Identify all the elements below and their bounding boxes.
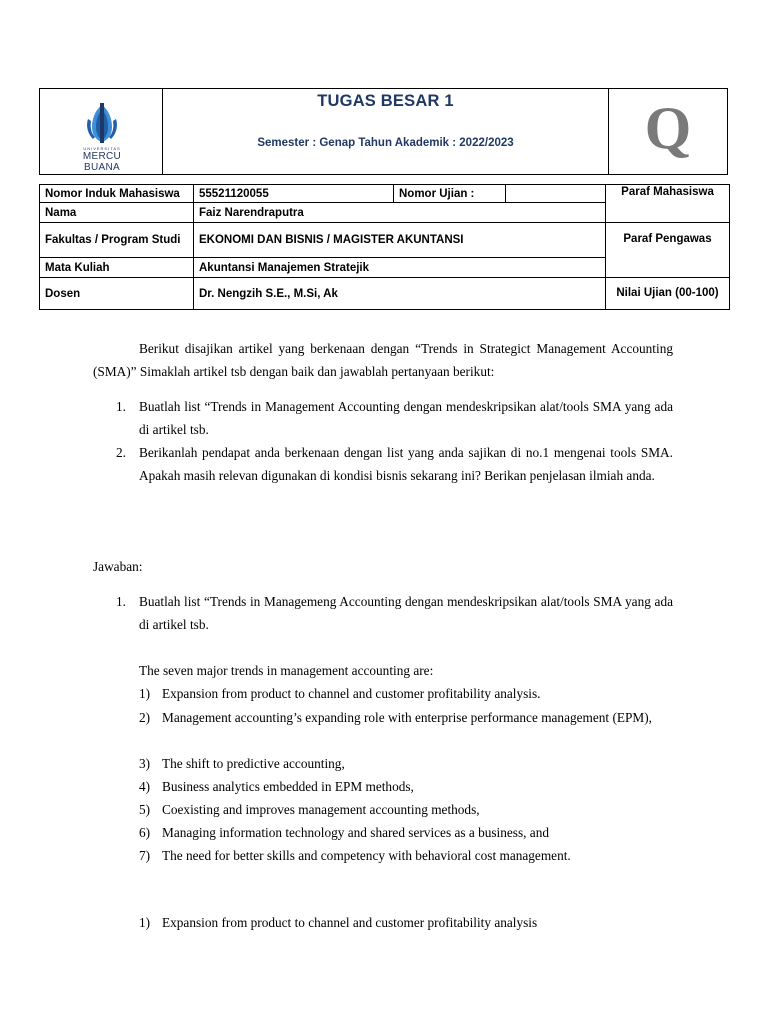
nim-value: 55521120055 <box>194 185 394 203</box>
list-item: Managing information technology and shared services as a business, and <box>162 825 549 840</box>
paraf-mahasiswa-label: Paraf Mahasiswa <box>606 185 730 223</box>
nim-label: Nomor Induk Mahasiswa <box>40 185 194 203</box>
list-item: The shift to predictive accounting, <box>162 756 345 771</box>
nama-value: Faiz Narendraputra <box>194 203 606 223</box>
answer-label: Jawaban: <box>93 559 143 574</box>
nama-label: Nama <box>40 203 194 223</box>
q-mark: Q <box>644 95 692 161</box>
list-item-number: 5) <box>139 802 151 817</box>
q-cell <box>609 89 727 174</box>
section-heading-number: 1) <box>139 915 151 930</box>
table-row <box>40 185 730 203</box>
title-cell <box>163 89 609 174</box>
fakultas-value: EKONOMI DAN BISNIS / MAGISTER AKUNTANSI <box>194 223 606 258</box>
logo-cell <box>40 89 163 174</box>
university-logo <box>64 97 140 173</box>
list-item: Expansion from product to channel and customer profitability analysis. <box>162 686 541 701</box>
list-item-number: 1) <box>139 686 151 701</box>
matkul-value: Akuntansi Manajemen Stratejik <box>194 258 606 278</box>
fakultas-label: Fakultas / Program Studi <box>40 223 194 258</box>
semester-info: Semester : Genap Tahun Akademik : 2022/2023 <box>257 137 514 149</box>
table-row <box>40 278 730 310</box>
table-row <box>40 223 730 258</box>
ujian-label: Nomor Ujian : <box>394 185 506 203</box>
answer-question-text: Buatlah list “Trends in Managemeng Accounting dengan mendeskripsikan alat/tools SMA yang ada di artikel tsb. <box>139 594 673 632</box>
question-number: 1. <box>116 399 126 414</box>
dosen-value: Dr. Nengzih S.E., M.Si, Ak <box>194 278 606 310</box>
question-text: Berikanlah pendapat anda berkenaan dengan list yang anda sajikan di no.1 mengenai tools SMA. Apakah masih relevan digunakan di kondisi bisnis sekarang ini? Berikan penjelasan ilmiah anda. <box>139 445 673 483</box>
nilai-ujian-label: Nilai Ujian (00-100) <box>606 278 730 310</box>
answer-question-number: 1. <box>116 594 126 609</box>
list-item-number: 2) <box>139 710 151 725</box>
list-item: Management accounting’s expanding role with enterprise performance management (EPM), <box>162 710 652 725</box>
matkul-label: Mata Kuliah <box>40 258 194 278</box>
list-item-number: 7) <box>139 848 151 863</box>
list-item-number: 4) <box>139 779 151 794</box>
ujian-value <box>506 185 606 203</box>
paraf-pengawas-label: Paraf Pengawas <box>606 223 730 278</box>
logo-name: MERCU BUANA <box>82 151 122 173</box>
student-info-table <box>39 184 730 310</box>
question-number: 2. <box>116 445 126 460</box>
logo-subtitle: UNIVERSITAS <box>83 146 121 151</box>
list-item-number: 3) <box>139 756 151 771</box>
list-item: Business analytics embedded in EPM methods, <box>162 779 414 794</box>
dosen-label: Dosen <box>40 278 194 310</box>
document-header <box>39 88 728 175</box>
section-heading: Expansion from product to channel and customer profitability analysis <box>162 915 538 930</box>
university-emblem-icon <box>64 97 140 147</box>
trends-intro: The seven major trends in management accounting are: <box>139 663 434 678</box>
list-item: Coexisting and improves management accounting methods, <box>162 802 480 817</box>
document-title: TUGAS BESAR 1 <box>317 92 454 110</box>
intro-paragraph: Berikut disajikan artikel yang berkenaan dengan “Trends in Strategict Management Accounting (SMA)” Simaklah artikel tsb dengan baik dan jawablah pertanyaan berikut: <box>93 341 673 379</box>
list-item: The need for better skills and competency with behavioral cost management. <box>162 848 571 863</box>
list-item-number: 6) <box>139 825 151 840</box>
question-text: Buatlah list “Trends in Management Accounting dengan mendeskripsikan alat/tools SMA yang ada di artikel tsb. <box>139 399 673 437</box>
